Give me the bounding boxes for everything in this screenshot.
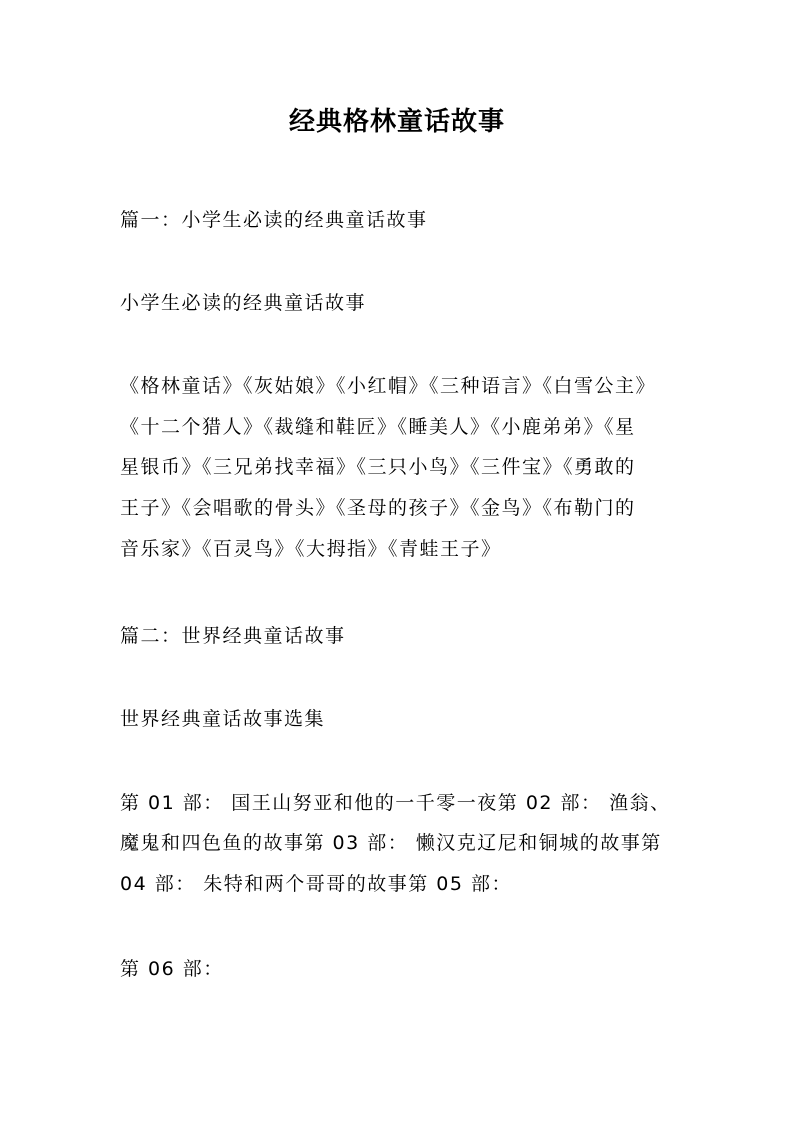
section2-trailing-line: 第 06 部： [120,958,224,980]
section1-paragraph-line-5: 音乐家》《百灵鸟》《大拇指》《青蛙王子》 [120,538,502,560]
section2-paragraph-line-3: 04 部： 朱特和两个哥哥的故事第 05 部： [120,873,513,895]
section1-subheading: 小学生必读的经典童话故事 [120,292,367,314]
section2-paragraph-line-2: 魔鬼和四色鱼的故事第 03 部： 懒汉克辽尼和铜城的故事第 [120,832,662,854]
section1-paragraph-line-3: 星银币》《三兄弟找幸福》《三只小鸟》《三件宝》《勇敢的 [120,456,636,478]
section1-paragraph-line-1: 《格林童话》《灰姑娘》《小红帽》《三种语言》《白雪公主》 [120,375,657,397]
section1-paragraph-line-2: 《十二个猎人》《裁缝和鞋匠》《睡美人》《小鹿弟弟》《星 [120,416,636,438]
section2-heading: 篇二：世界经典童话故事 [120,625,346,647]
document-title: 经典格林童话故事 [288,107,505,137]
section1-paragraph-line-4: 王子》《会唱歌的骨头》《圣母的孩子》《金鸟》《布勒门的 [120,497,636,519]
section1-heading: 篇一：小学生必读的经典童话故事 [120,209,428,231]
section2-subheading: 世界经典童话故事选集 [120,708,326,730]
section2-paragraph-line-1: 第 01 部： 国王山努亚和他的一千零一夜第 02 部： 渔翁、 [120,792,671,814]
